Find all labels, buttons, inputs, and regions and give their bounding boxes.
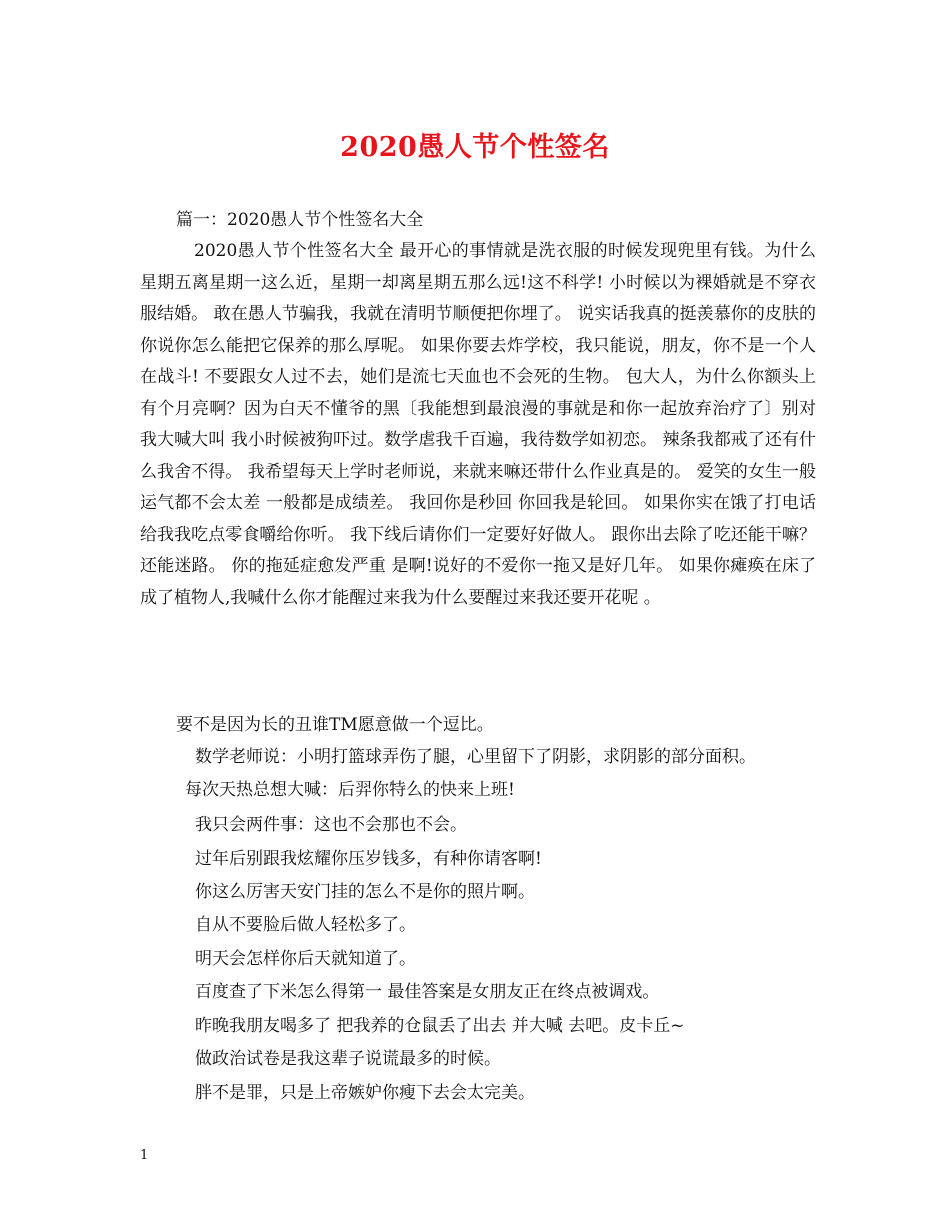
text-line: 做政治试卷是我这辈子说谎最多的时候。 bbox=[195, 1049, 501, 1069]
text-line: 我只会两件事：这也不会那也不会。 bbox=[195, 815, 467, 835]
text-line: 数学老师说：小明打篮球弄伤了腿，心里留下了阴影，求阴影的部分面积。 bbox=[195, 747, 756, 767]
text-line: 要不是因为长的丑谁TM愿意做一个逗比。 bbox=[176, 715, 494, 735]
text-line: 百度查了下米怎么得第一 最佳答案是女朋友正在终点被调戏。 bbox=[195, 982, 660, 1002]
text-line: 昨晚我朋友喝多了 把我养的仓鼠丢了出去 并大喊 去吧。皮卡丘~ bbox=[195, 1016, 685, 1036]
text-line: 明天会怎样你后天就知道了。 bbox=[195, 949, 416, 969]
text-line: 自从不要脸后做人轻松多了。 bbox=[195, 915, 416, 935]
text-line: 过年后别跟我炫耀你压岁钱多，有种你请客啊! bbox=[195, 849, 542, 869]
page-title: 2020愚人节个性签名 bbox=[340, 132, 610, 163]
text-line: 胖不是罪，只是上帝嫉妒你瘦下去会太完美。 bbox=[195, 1083, 535, 1103]
text-line: 你这么厉害天安门挂的怎么不是你的照片啊。 bbox=[195, 882, 535, 902]
text-line: 每次天热总想大喊：后羿你特么的快来上班! bbox=[185, 780, 515, 800]
body-paragraph: 2020愚人节个性签名大全 最开心的事情就是洗衣服的时候发现兜里有钱。为什么星期五离星期一这么近，星期一却离星期五那么远!这不科学! 小时候以为裸婚就是不穿衣服结婚。 敢在愚人节骗我，我就在清明节顺便把你埋了。 说实话我真的挺羡慕你的皮肤的 你说你怎么能把它保养的那么厚呢。 如果你要去炸学校，我只能说，朋友，你不是一个人在战斗! 不要跟女人过不去，她们是流七天血也不会死的生物。 包大人，为什么你额头上有个月亮啊？因为白天不懂爷的黑〔我能想到最浪漫的事就是和你一起放弃治疗了〕别对我大喊大叫 我小时候被狗吓过。数学虐我千百遍，我待数学如初恋。 辣条我都戒了还有什么我舍不得。 我希望每天上学时老师说，来就来嘛还带什么作业真是的。 爱笑的女生一般运气都不会太差 一般都是成绩差。 我回你是秒回 你回我是轮回。 如果你实在饿了打电话给我我吃点零食嚼给你听。 我下线后请你们一定要好好做人。 跟你出去除了吃还能干嘛？还能迷路。 你的拖延症愈发严重 是啊!说好的不爱你一拖又是好几年。 如果你瘫痪在床了成了植物人,我喊什么你才能醒过来我为什么要醒过来我还要开花呢 。 bbox=[140, 241, 816, 608]
section-heading: 篇一：2020愚人节个性签名大全 bbox=[176, 210, 424, 230]
page-number: 1 bbox=[140, 1148, 149, 1163]
